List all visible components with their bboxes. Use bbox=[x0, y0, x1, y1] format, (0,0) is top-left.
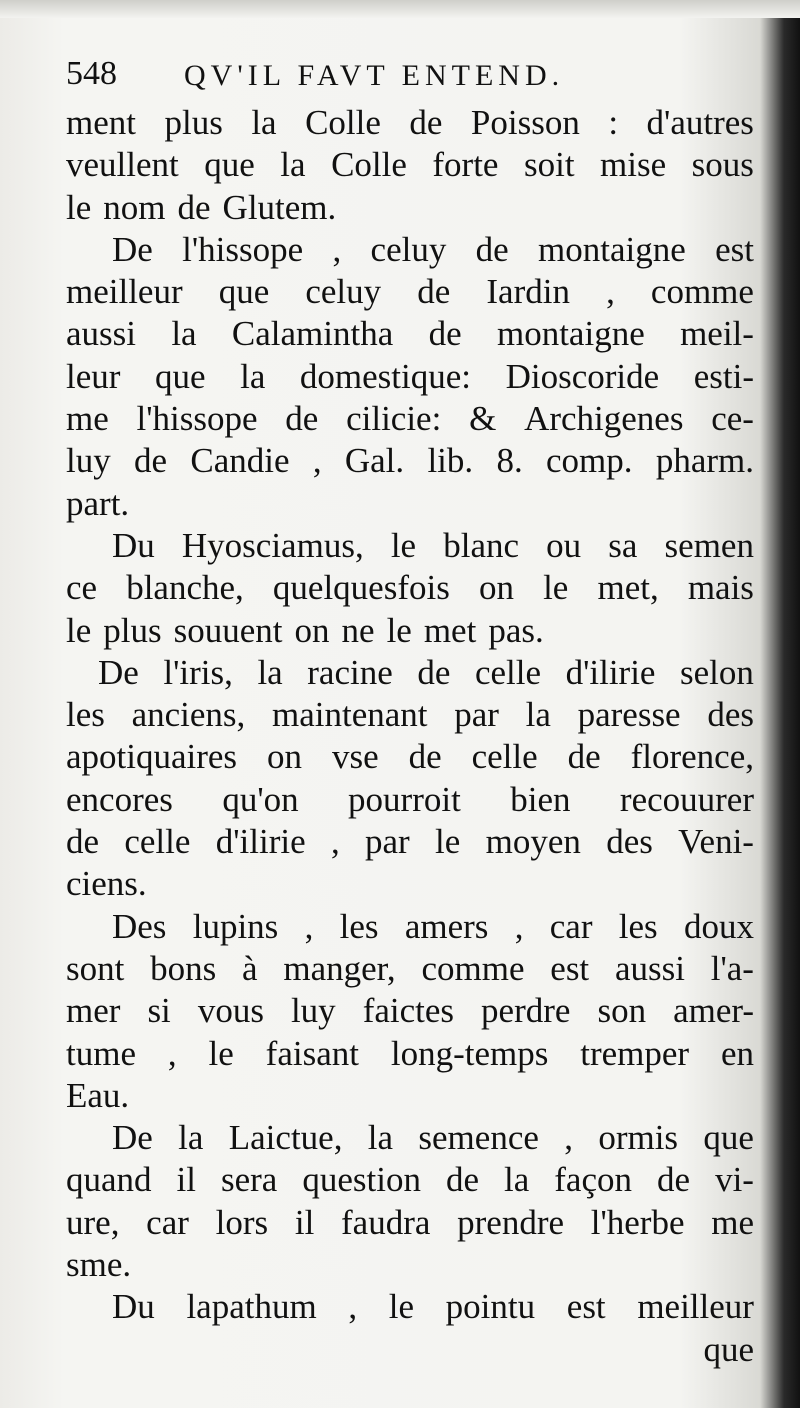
word: de bbox=[417, 652, 451, 692]
word: façon bbox=[554, 1160, 633, 1200]
word: à bbox=[242, 948, 258, 988]
word: l'a- bbox=[710, 948, 754, 988]
word: l'hissope bbox=[182, 229, 304, 269]
word: d'ilirie bbox=[215, 822, 306, 862]
text-line bbox=[66, 398, 754, 440]
word: mer bbox=[66, 991, 121, 1031]
text-line bbox=[66, 1286, 754, 1328]
text-line bbox=[66, 313, 754, 355]
word: mais bbox=[687, 568, 754, 608]
word: comme bbox=[421, 948, 525, 988]
text-line bbox=[66, 187, 754, 229]
word: ce- bbox=[711, 399, 754, 439]
word: celle bbox=[474, 652, 541, 692]
word: bien bbox=[510, 779, 571, 819]
word: faictes bbox=[362, 991, 455, 1031]
text-line bbox=[66, 144, 754, 186]
word: que bbox=[154, 356, 206, 396]
word: met, bbox=[597, 568, 659, 608]
word: que bbox=[204, 145, 255, 185]
word: de bbox=[177, 187, 211, 227]
word: blanc bbox=[443, 525, 520, 565]
word: nom bbox=[103, 187, 166, 227]
word: part. bbox=[66, 483, 130, 523]
word: Laictue, bbox=[228, 1118, 343, 1158]
word: luy bbox=[66, 441, 111, 481]
text-line bbox=[66, 1075, 754, 1117]
word: , bbox=[348, 1287, 358, 1327]
word: il bbox=[294, 1202, 315, 1242]
word: les bbox=[618, 906, 658, 946]
word: & bbox=[469, 399, 497, 439]
page-top-shadow bbox=[0, 0, 800, 18]
word: , bbox=[167, 1033, 177, 1073]
word: pointu bbox=[445, 1287, 536, 1327]
word: blanche, bbox=[126, 568, 244, 608]
word: celle bbox=[124, 822, 191, 862]
word: en bbox=[720, 1033, 754, 1073]
word: , bbox=[564, 1118, 573, 1158]
text-line bbox=[66, 948, 754, 990]
word: il bbox=[176, 1160, 196, 1200]
word: lib. bbox=[427, 441, 474, 481]
word: faisant bbox=[265, 1033, 359, 1073]
word: : bbox=[608, 103, 619, 142]
word: on bbox=[267, 737, 303, 777]
word: pas. bbox=[488, 610, 544, 650]
word: ou bbox=[546, 525, 582, 565]
word: le bbox=[66, 187, 92, 227]
word: Archigenes bbox=[524, 399, 684, 439]
word: paresse bbox=[577, 695, 681, 735]
word: de bbox=[567, 737, 601, 777]
word: soit bbox=[523, 145, 575, 185]
word: est bbox=[566, 1287, 606, 1327]
page-number: 548 bbox=[66, 55, 117, 92]
word: amer- bbox=[673, 991, 754, 1031]
word: de bbox=[409, 103, 443, 142]
text-line bbox=[66, 102, 754, 144]
word: Des bbox=[112, 906, 167, 946]
word: luy bbox=[290, 991, 336, 1031]
word: leur bbox=[66, 356, 121, 396]
word: question bbox=[302, 1160, 421, 1200]
word: que bbox=[703, 1329, 754, 1369]
word: celuy bbox=[305, 272, 382, 312]
word: , bbox=[606, 272, 615, 312]
word: quand bbox=[66, 1160, 152, 1200]
text-line bbox=[66, 736, 754, 778]
text-line bbox=[66, 1329, 754, 1371]
word: car bbox=[146, 1202, 189, 1242]
word: la bbox=[251, 103, 277, 142]
word: ciens. bbox=[66, 864, 147, 904]
word: ment bbox=[66, 103, 136, 142]
word: Du bbox=[112, 1287, 155, 1327]
word: apotiquaires bbox=[66, 737, 238, 777]
word: Colle bbox=[331, 145, 407, 185]
word: de bbox=[134, 441, 168, 481]
word: doux bbox=[683, 906, 754, 946]
word: l'iris, bbox=[163, 652, 233, 692]
word: plus bbox=[103, 610, 162, 650]
word: meilleur bbox=[66, 272, 183, 312]
word: lupins bbox=[192, 906, 279, 946]
word: me bbox=[711, 1202, 754, 1242]
word: Veni- bbox=[678, 822, 754, 862]
word: quelquesfois bbox=[272, 568, 450, 608]
word: manger, bbox=[283, 948, 396, 988]
word: racine bbox=[307, 652, 393, 692]
text-line bbox=[66, 356, 754, 398]
word: de bbox=[285, 399, 319, 439]
word: que bbox=[703, 1118, 754, 1158]
word: maintenant bbox=[272, 695, 428, 735]
text-line bbox=[66, 779, 754, 821]
word: Colle bbox=[305, 103, 381, 142]
text-line bbox=[66, 1202, 754, 1244]
text-line bbox=[66, 567, 754, 609]
word: vse bbox=[331, 737, 379, 777]
word: le bbox=[543, 568, 569, 608]
word: esti- bbox=[693, 356, 754, 396]
text-line bbox=[66, 483, 754, 525]
word: vous bbox=[197, 991, 264, 1031]
word: de bbox=[475, 229, 509, 269]
page-header bbox=[66, 55, 756, 99]
word: de bbox=[408, 737, 442, 777]
word: semence bbox=[418, 1118, 539, 1158]
word: l'hissope bbox=[136, 399, 258, 439]
text-line bbox=[66, 1244, 754, 1286]
word: Dioscoride bbox=[505, 356, 660, 396]
body-text bbox=[66, 102, 754, 1371]
text-line bbox=[66, 525, 754, 567]
word: par bbox=[454, 695, 499, 735]
text-line bbox=[66, 652, 754, 694]
word: De bbox=[98, 652, 139, 692]
word: , bbox=[514, 906, 524, 946]
word: de bbox=[657, 1160, 691, 1200]
word: recouurer bbox=[619, 779, 754, 819]
word: la bbox=[240, 356, 266, 396]
word: ure, bbox=[66, 1202, 120, 1242]
word: Poisson bbox=[470, 103, 580, 142]
word: si bbox=[147, 991, 171, 1031]
word: lors bbox=[215, 1202, 269, 1242]
word: cilicie: bbox=[346, 399, 442, 439]
word: on bbox=[294, 610, 330, 650]
word: Eau. bbox=[66, 1075, 130, 1115]
word: celle bbox=[471, 737, 538, 777]
word: l'herbe bbox=[590, 1202, 685, 1242]
word: long-temps bbox=[390, 1033, 549, 1073]
word: la bbox=[525, 695, 551, 735]
word: qu'on bbox=[222, 779, 299, 819]
word: semen bbox=[664, 525, 754, 565]
text-line bbox=[66, 440, 754, 482]
word: la bbox=[178, 1118, 204, 1158]
word: est bbox=[550, 948, 590, 988]
word: ormis bbox=[598, 1118, 679, 1158]
word: plus bbox=[164, 103, 223, 142]
word: anciens, bbox=[131, 695, 246, 735]
word: de bbox=[445, 1160, 480, 1200]
word: amers bbox=[404, 906, 489, 946]
word: Glutem. bbox=[222, 187, 337, 227]
text-line bbox=[66, 1159, 754, 1201]
text-line bbox=[66, 990, 754, 1032]
word: la bbox=[504, 1160, 530, 1200]
word: souuent bbox=[173, 610, 283, 650]
text-line bbox=[66, 694, 754, 736]
word: des bbox=[707, 695, 754, 735]
word: d'autres bbox=[646, 103, 754, 142]
word: encores bbox=[66, 779, 173, 819]
word: vi- bbox=[715, 1160, 754, 1200]
text-line bbox=[66, 863, 754, 905]
word: le bbox=[208, 1033, 234, 1073]
word: bons bbox=[150, 948, 217, 988]
word: montaigne bbox=[496, 314, 645, 354]
word: la bbox=[280, 145, 306, 185]
word: aussi bbox=[66, 314, 136, 354]
word: le bbox=[390, 525, 417, 565]
word: selon bbox=[680, 652, 754, 692]
word: montaigne bbox=[538, 229, 686, 269]
word: les bbox=[339, 906, 379, 946]
word: Iardin bbox=[486, 272, 570, 312]
word: perdre bbox=[481, 991, 571, 1031]
word: les bbox=[66, 695, 105, 735]
word: est bbox=[715, 229, 754, 269]
word: ce bbox=[66, 568, 98, 608]
word: , bbox=[330, 822, 340, 862]
word: le bbox=[435, 822, 461, 862]
word: Gal. bbox=[344, 441, 405, 481]
word: domestique: bbox=[299, 356, 472, 396]
text-line bbox=[66, 229, 754, 271]
word: sont bbox=[66, 948, 125, 988]
word: Calamintha bbox=[231, 314, 394, 354]
text-line bbox=[66, 271, 754, 313]
word: de bbox=[428, 314, 462, 354]
word: pourroit bbox=[348, 779, 461, 819]
word: 8. bbox=[496, 441, 523, 481]
word: prendre bbox=[457, 1202, 565, 1242]
text-line bbox=[66, 610, 754, 652]
word: Hyosciamus, bbox=[181, 525, 364, 565]
word: forte bbox=[432, 145, 499, 185]
word: le bbox=[386, 610, 412, 650]
word: meil- bbox=[680, 314, 754, 354]
word: le bbox=[388, 1287, 415, 1327]
text-line bbox=[66, 821, 754, 863]
word: car bbox=[549, 906, 593, 946]
word: des bbox=[606, 822, 653, 862]
word: de bbox=[417, 272, 451, 312]
word: , bbox=[332, 229, 342, 269]
word: meilleur bbox=[637, 1287, 754, 1327]
word: la bbox=[171, 314, 197, 354]
word: ne bbox=[341, 610, 375, 650]
word: sous bbox=[691, 145, 754, 185]
word: florence, bbox=[630, 737, 754, 777]
word: faudra bbox=[341, 1202, 431, 1242]
word: d'ilirie bbox=[565, 652, 656, 692]
running-head: QV'IL FAVT ENTEND. bbox=[184, 59, 565, 92]
text-line bbox=[66, 1033, 754, 1075]
word: , bbox=[312, 441, 322, 481]
word: comp. bbox=[546, 441, 633, 481]
word: on bbox=[478, 568, 514, 608]
word: de bbox=[66, 822, 100, 862]
word: moyen bbox=[485, 822, 581, 862]
word: De bbox=[112, 1118, 153, 1158]
text-line bbox=[66, 1117, 754, 1159]
word: aussi bbox=[614, 948, 685, 988]
word: mise bbox=[600, 145, 667, 185]
word: son bbox=[597, 991, 647, 1031]
word: pharm. bbox=[655, 441, 754, 481]
word: sera bbox=[221, 1160, 278, 1200]
word: lapathum bbox=[186, 1287, 317, 1327]
word: , bbox=[304, 906, 314, 946]
word: tume bbox=[66, 1033, 136, 1073]
word: tremper bbox=[580, 1033, 690, 1073]
word: que bbox=[218, 272, 270, 312]
word: Candie bbox=[190, 441, 290, 481]
word: sme. bbox=[66, 1245, 132, 1285]
word: le bbox=[66, 610, 92, 650]
word: par bbox=[365, 822, 410, 862]
text-line bbox=[66, 906, 754, 948]
word: sa bbox=[608, 525, 638, 565]
word: la bbox=[257, 652, 283, 692]
word: comme bbox=[650, 272, 754, 312]
word: celuy bbox=[370, 229, 447, 269]
word: De bbox=[112, 229, 153, 269]
word: la bbox=[367, 1118, 394, 1158]
word: me bbox=[66, 399, 109, 439]
word: Du bbox=[112, 525, 155, 565]
word: met bbox=[423, 610, 477, 650]
word: veullent bbox=[66, 145, 179, 185]
